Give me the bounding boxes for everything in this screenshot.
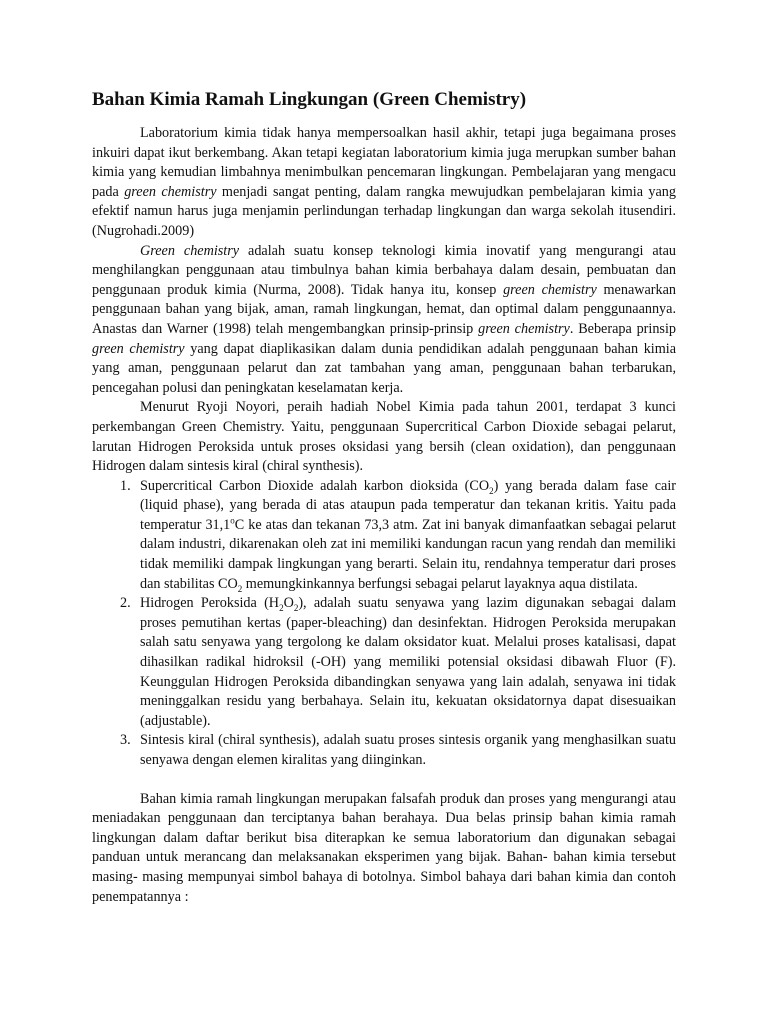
text-run: menawarkan penggunaan bahan yang bijak, aman, ramah lingkungan, hemat, dan optimal dalam penggunaannya. Anastas dan Warner (1998) telah mengembangkan prinsip-prinsip bbox=[92, 281, 676, 337]
paragraph-noyori: Menurut Ryoji Noyori, peraih hadiah Nobel Kimia pada tahun 2001, terdapat 3 kunci perkembangan Green Chemistry. Yaitu, penggunaan Supercritical Carbon Dioxide sebagai pelarut, larutan Hidrogen Peroksida untuk proses oksidasi yang bersih (clean oxidation), dan penggunaan Hidrogen dalam sintesis kiral (chiral synthesis). bbox=[92, 399, 676, 475]
text-run: menjadi sangat penting, dalam rangka mewujudkan pembelajaran kimia yang efektif namun harus juga menjamin perlindungan terhadap lingkungan dan warga sekolah itusendiri. (Nugrohadi.2009) bbox=[92, 183, 676, 239]
text-run: ), adalah suatu senyawa yang lazim digunakan sebagai dalam proses pemutihan kertas (paper-bleaching) dan desinfektan. Hidrogen Peroksida merupakan salah satu senyawa yang tergolong ke dalam oksidator kuat. Melalui proses katalisasi, dapat dihasilkan radikal hidroksil (-OH) yang memiliki potensial oksidasi dibawah Fluor (F). Keunggulan Hidrogen Peroksida dibandingkan senyawa yang lain adalah, senyawa ini tidak meninggalkan residu yang berbahaya. Selain itu, kekuatan oksidatornya dapat disesuaikan (adjustable). bbox=[140, 595, 676, 729]
text-run: C ke atas dan tekanan 73,3 atm. Zat ini banyak dimanfaatkan sebagai pelarut dalam industri, dikarenakan oleh zat ini memiliki kandungan racun yang rendah dan memiliki tidak memiliki dampak lingkungan yang berarti. Selain itu, rendahnya temperatur dari proses dan stabilitas CO bbox=[140, 516, 676, 592]
paragraph-principles: Bahan kimia ramah lingkungan merupakan falsafah produk dan proses yang mengurangi atau meniadakan penggunaan dan terciptanya bahan berahaya. Dua belas prinsip bahan kimia ramah lingkungan dalam daftar berikut bisa diterapkan ke semua laboratorium dan digunakan sebagai panduan untuk merancang dan melaksanakan eksperimen yang bijak. Bahan- bahan kimia tersebut masing- masing mempunyai simbol bahaya di botolnya. Simbol bahaya dari bahan kimia dan contoh penempatannya : bbox=[92, 790, 676, 905]
document-title: Bahan Kimia Ramah Lingkungan (Green Chemistry) bbox=[92, 89, 527, 110]
spacer bbox=[92, 771, 676, 790]
list-item bbox=[106, 731, 676, 770]
text-run: yang dapat diaplikasikan dalam dunia pendidikan adalah penggunaan bahan kimia yang aman, penggunaan pelarut dan zat tambahan yang aman, penggunaan bahan terbarukan, pencegahan polusi dan peningkatan keselamatan kerja. bbox=[92, 340, 676, 396]
text-run: O bbox=[283, 595, 294, 612]
text-run: ) yang berada dalam fase cair (liquid phase), yang berada di atas ataupun pada temperatur dan tekanan kritis. Yaitu pada temperatur 31,1 bbox=[140, 477, 676, 533]
list-number: 3. bbox=[120, 732, 131, 749]
list-number: 1. bbox=[120, 477, 131, 494]
italic-term: green chemistry bbox=[478, 320, 570, 337]
text-run: Laboratorium kimia tidak hanya mempersoalkan hasil akhir, tetapi juga begaimana proses inkuiri dapat ikut berkembang. Akan tetapi kegiatan laboratorium kimia juga merupkan sumber bahan kimia yang kemudian limbahnya menimbulkan pencemaran lingkungan. Pembelajaran yang mengacu pada bbox=[92, 125, 676, 200]
list-number: 2. bbox=[120, 595, 131, 612]
subscript: 2 bbox=[293, 603, 299, 614]
key-list bbox=[92, 477, 676, 771]
paragraph-intro bbox=[92, 124, 676, 242]
text-run: adalah suatu konsep teknologi kimia inovatif yang mengurangi atau menghilangkan penggunaan atau timbulnya bahan kimia berbahaya dalam desain, pembuatan dan penggunaan produk kimia (Nurma, 2008). Tidak hanya itu, konsep bbox=[92, 242, 676, 298]
text-run: memungkinkannya berfungsi sebagai pelarut layaknya aqua distilata. bbox=[242, 575, 638, 592]
paragraph-definition bbox=[92, 242, 676, 399]
list-item bbox=[106, 594, 676, 731]
text-run: Supercritical Carbon Dioxide adalah karbon dioksida (CO bbox=[140, 477, 490, 494]
list-item bbox=[106, 477, 676, 595]
subscript: 2 bbox=[489, 485, 494, 496]
text-run: Sintesis kiral (chiral synthesis), adalah suatu proses sintesis organik yang menghasilkan suatu senyawa dengan elemen kiralitas yang diinginkan. bbox=[140, 732, 676, 768]
italic-term: green chemistry bbox=[124, 183, 217, 200]
subscript: 2 bbox=[237, 583, 243, 594]
text-run: Hidrogen Peroksida (H bbox=[140, 595, 280, 612]
italic-term: Green chemistry bbox=[140, 242, 240, 259]
text-run: . Beberapa prinsip bbox=[569, 320, 676, 337]
subscript: 2 bbox=[279, 603, 284, 614]
italic-term: green chemistry bbox=[92, 340, 185, 357]
superscript: o bbox=[230, 515, 235, 526]
italic-term: green chemistry bbox=[503, 281, 597, 298]
